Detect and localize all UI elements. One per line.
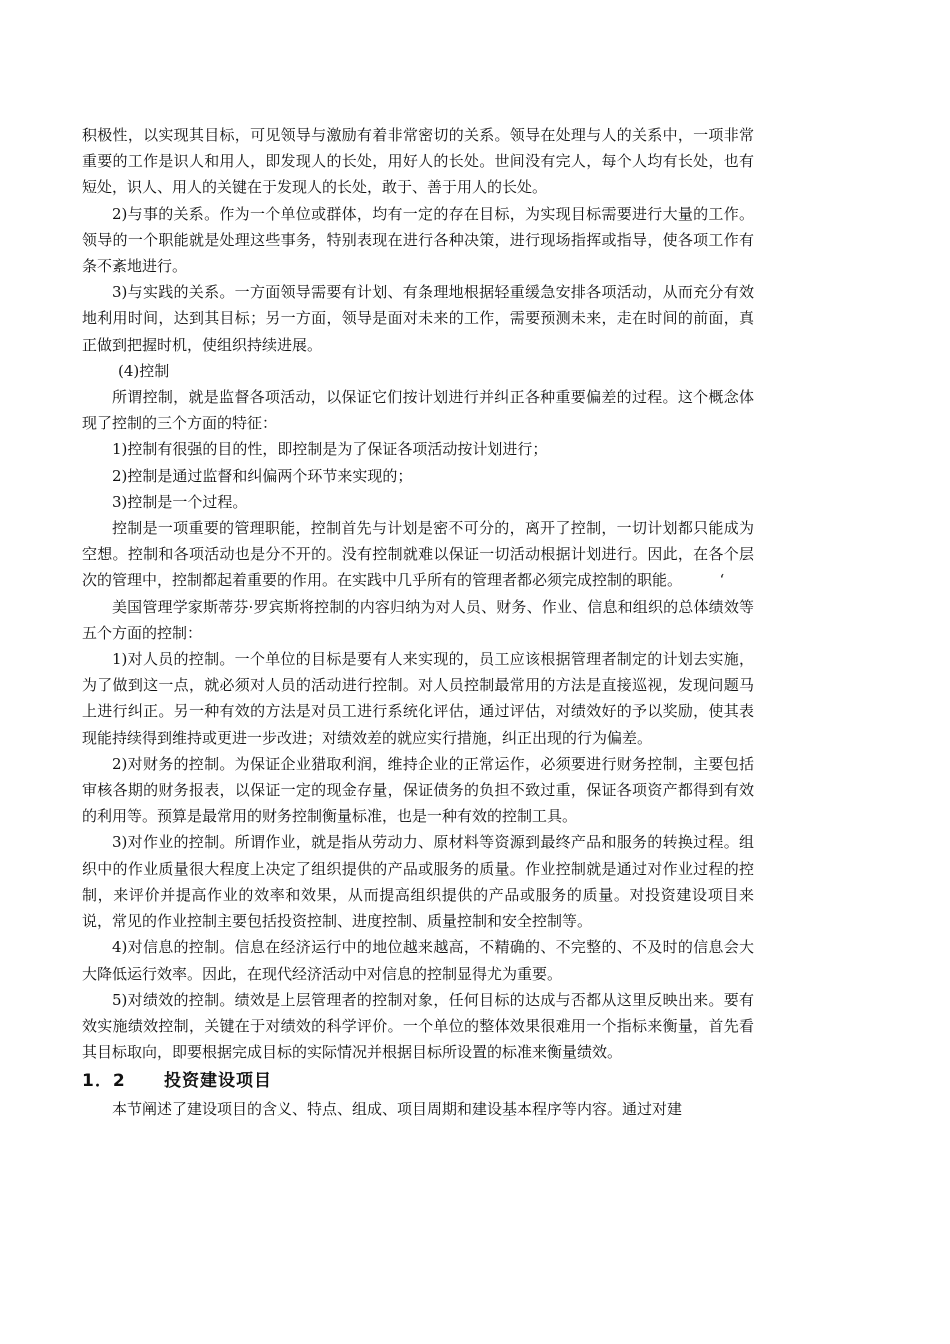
- paragraph-operations-control: 3)对作业的控制。所谓作业，就是指从劳动力、原材料等资源到最终产品和服务的转换过程。组织中的作业质量很大程度上决定了组织提供的产品或服务的质量。作业控制就是通过对作业过程的控制，来评价并提高作业的效率和效果，从而提高组织提供的产品或服务的质量。对投资建设项目来说，常见的作业控制主要包括投资控制、进度控制、质量控制和安全控制等。: [82, 833, 754, 931]
- list-item-control-means: 2)控制是通过监督和纠偏两个环节来实现的；: [112, 466, 413, 485]
- paragraph-control-definition: 所谓控制，就是监督各项活动，以保证它们按计划进行并纠正各种重要偏差的过程。这个概念体现了控制的三个方面的特征：: [82, 388, 754, 433]
- section-heading: [82, 1066, 754, 1096]
- paragraph-information-control: 4)对信息的控制。信息在经济运行中的地位越来越高，不精确的、不完整的、不及时的信息会大大降低运行效率。因此，在现代经济活动中对信息的控制显得尤为重要。: [82, 938, 754, 983]
- document-page: [82, 122, 754, 1123]
- list-item-control-process: 3)控制是一个过程。: [112, 492, 248, 511]
- section-number: 1．2: [82, 1071, 126, 1092]
- paragraph-robbins-intro: 美国管理学家斯蒂芬·罗宾斯将控制的内容归纳为对人员、财务、作业、信息和组织的总体绩效等五个方面的控制：: [82, 597, 754, 642]
- paragraph-leadership-practice: 3)与实践的关系。一方面领导需要有计划、有条理地根据轻重缓急安排各项活动，从而充分有效地利用时间，达到其目标；另一方面，领导是面对未来的工作，需要预测未来，走在时间的前面，真正做到把握时机，使组织持续进展。: [82, 283, 754, 354]
- body-text-bottom: [82, 1096, 754, 1122]
- paragraph-leadership-people: 积极性，以实现其目标，可见领导与激励有着非常密切的关系。领导在处理与人的关系中，一项非常重要的工作是识人和用人，即发现人的长处，用好人的长处。世间没有完人，每个人均有长处，也有短处，识人、用人的关键在于发现人的长处，敢于、善于用人的长处。: [82, 126, 754, 197]
- subheading-control: (4)控制: [118, 361, 170, 380]
- paragraph-leadership-affairs: 2)与事的关系。作为一个单位或群体，均有一定的存在目标，为实现目标需要进行大量的工作。领导的一个职能就是处理这些事务，特别表现在进行各种决策，进行现场指挥或指导，使各项工作有条不紊地进行。: [82, 204, 754, 276]
- paragraph-personnel-control: 1)对人员的控制。一个单位的目标是要有人来实现的，员工应该根据管理者制定的计划去实施，为了做到这一点，就必须对人员的活动进行控制。对人员控制最常用的方法是直接巡视，发现问题马上进行纠正。另一种有效的方法是对员工进行系统化评估，通过评估，对绩效好的予以奖励，使其表现能持续得到维持或更进一步改进；对绩效差的就应实行措施，纠正出现的行为偏差。: [82, 650, 754, 747]
- paragraph-financial-control: 2)对财务的控制。为保证企业猎取利润，维持企业的正常运作，必须要进行财务控制，主要包括审核各期的财务报表，以保证一定的现金存量，保证债务的负担不致过重，保证各项资产都得到有效的利用等。预算是最常用的财务控制衡量标准，也是一种有效的控制工具。: [82, 754, 754, 826]
- section-title: 投资建设项目: [164, 1071, 272, 1092]
- paragraph-section-intro: 本节阐述了建设项目的含义、特点、组成、项目周期和建设基本程序等内容。通过对建: [112, 1100, 683, 1119]
- paragraph-performance-control: 5)对绩效的控制。绩效是上层管理者的控制对象，任何目标的达成与否都从这里反映出来。要有效实施绩效控制，关键在于对绩效的科学评价。一个单位的整体效果很难用一个指标来衡量，首先看其目标取向，即要根据完成目标的实际情况并根据目标所设置的标准来衡量绩效。: [82, 990, 754, 1062]
- paragraph-control-importance: 控制是一项重要的管理职能，控制首先与计划是密不可分的，离开了控制，一切计划都只能成为空想。控制和各项活动也是分不开的。没有控制就难以保证一切活动根据计划进行。因此，在各个层次的管理中，控制都起着重要的作用。在实践中几乎所有的管理者都必须完成控制的职能。 ‘: [82, 519, 754, 590]
- list-item-control-purpose: 1)控制有很强的目的性，即控制是为了保证各项活动按计划进行；: [112, 440, 548, 459]
- body-text-top: [82, 122, 754, 1065]
